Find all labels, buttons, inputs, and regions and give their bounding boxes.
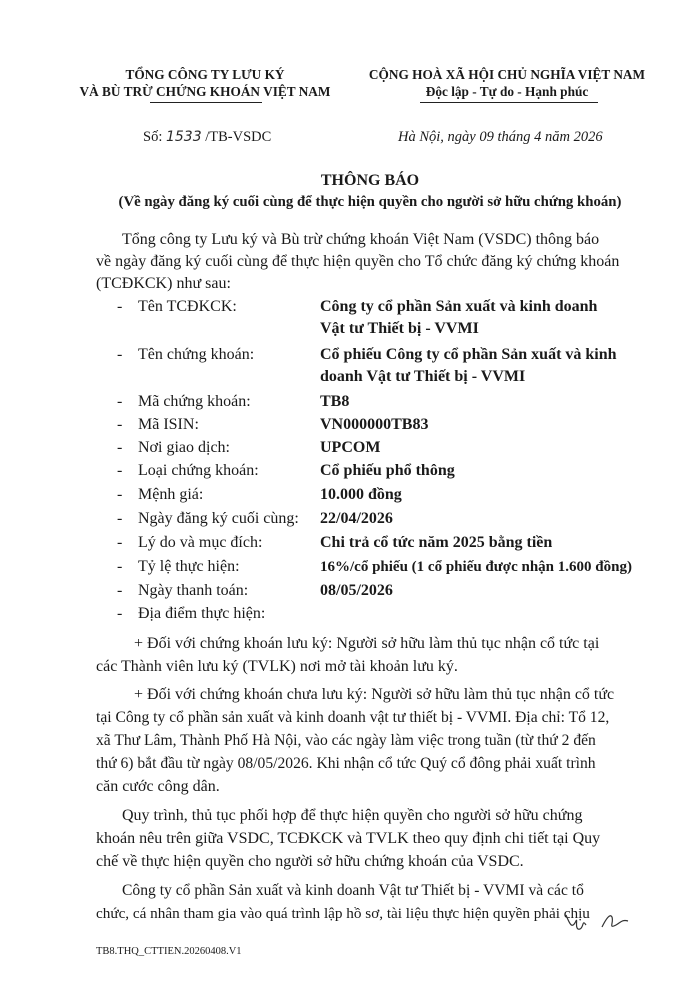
intro-line-1: Tổng công ty Lưu ký và Bù trừ chứng khoán Việt Nam (VSDC) thông báo	[122, 231, 600, 248]
issuer-name-line1: TỔNG CÔNG TY LƯU KÝ	[125, 67, 285, 82]
field-value: UPCOM	[320, 439, 381, 456]
ref-prefix: Số:	[143, 129, 163, 145]
reference-number	[143, 129, 271, 146]
issuer-header	[40, 66, 370, 100]
document-code: TB8.THQ_CTTIEN.20260408.V1	[96, 946, 242, 957]
body-p2-line: + Đối với chứng khoán chưa lưu ký: Người sở hữu làm thủ tục nhận cổ tức	[134, 686, 615, 703]
field-label: Ngày đăng ký cuối cùng:	[138, 510, 299, 527]
field-bullet: -	[117, 439, 123, 456]
field-bullet: -	[117, 346, 123, 363]
body-p3-line: Quy trình, thủ tục phối hợp để thực hiện quyền cho người sở hữu chứng	[122, 807, 583, 824]
body-p3-line: khoán nêu trên giữa VSDC, TCĐKCK và TVLK theo quy định chi tiết tại Quy	[96, 830, 601, 847]
document-date: Hà Nội, ngày 09 tháng 4 năm 2026	[398, 129, 603, 145]
field-bullet: -	[117, 298, 123, 315]
field-bullet: -	[117, 582, 123, 599]
field-label: Mã chứng khoán:	[138, 393, 251, 410]
ref-handwritten-number: 1533	[165, 129, 202, 145]
field-value: doanh Vật tư Thiết bị - VVMI	[320, 368, 526, 385]
field-bullet: -	[117, 558, 123, 575]
field-bullet: -	[117, 534, 123, 551]
field-label: Loại chứng khoán:	[138, 462, 259, 479]
field-value: 16%/cổ phiếu (1 cổ phiếu được nhận 1.600 đồng)	[320, 559, 632, 575]
field-label: Tên TCĐKCK:	[138, 298, 237, 315]
national-motto: Độc lập - Tự do - Hạnh phúc	[425, 84, 589, 99]
field-bullet: -	[117, 416, 123, 433]
body-p2-line: tại Công ty cổ phần sản xuất và kinh doanh vật tư thiết bị - VVMI. Địa chỉ: Tổ 12,	[96, 709, 610, 726]
body-p2-line: xã Thư Lâm, Thành Phố Hà Nội, vào các ngày làm việc trong tuần (từ thứ 2 đến	[96, 732, 596, 749]
field-label: Ngày thanh toán:	[138, 582, 249, 599]
field-label: Lý do và mục đích:	[138, 534, 263, 551]
body-p4-line: chức, cá nhân tham gia vào quá trình lập hồ sơ, tài liệu thực hiện quyền phải chịu	[96, 905, 590, 922]
field-label: Tỷ lệ thực hiện:	[138, 558, 240, 575]
field-label: Nơi giao dịch:	[138, 439, 230, 456]
body-p1-line: + Đối với chứng khoán lưu ký: Người sở hữu làm thủ tục nhận cổ tức tại	[134, 635, 600, 652]
document-title: THÔNG BÁO	[320, 172, 420, 189]
field-bullet: -	[117, 462, 123, 479]
body-p3-line: chế về thực hiện quyền cho người sở hữu chứng khoán của VSDC.	[96, 853, 524, 870]
body-p1-line: các Thành viên lưu ký (TVLK) nơi mở tài khoản lưu ký.	[96, 658, 458, 675]
initials-signature	[562, 905, 642, 937]
body-p2-line: căn cước công dân.	[96, 778, 220, 795]
field-label: Mệnh giá:	[138, 486, 204, 503]
body-p2-line: thứ 6) bắt đầu từ ngày 08/05/2026. Khi nhận cổ tức Quý cổ đông phải xuất trình	[96, 755, 596, 772]
motto-underline	[420, 102, 598, 103]
field-value: 08/05/2026	[320, 582, 393, 599]
field-label: Mã ISIN:	[138, 416, 199, 433]
field-value: TB8	[320, 393, 350, 410]
document-subtitle: (Về ngày đăng ký cuối cùng để thực hiện quyền cho người sở hữu chứng khoán)	[118, 194, 622, 210]
issuer-name-line2: VÀ BÙ TRỪ CHỨNG KHOÁN VIỆT NAM	[79, 84, 331, 99]
field-value: Cổ phiếu phổ thông	[320, 462, 455, 479]
field-bullet: -	[117, 510, 123, 527]
issuer-underline	[150, 102, 262, 103]
field-value: Vật tư Thiết bị - VVMI	[320, 320, 479, 337]
national-header	[352, 66, 662, 100]
field-value: VN000000TB83	[320, 416, 429, 433]
field-value: Công ty cổ phần Sản xuất và kinh doanh	[320, 298, 598, 315]
field-bullet: -	[117, 393, 123, 410]
field-value: 10.000 đồng	[320, 486, 402, 503]
field-bullet: -	[117, 605, 123, 622]
intro-line-3: (TCĐKCK) như sau:	[96, 275, 231, 292]
field-value: 22/04/2026	[320, 510, 393, 527]
field-value: Cổ phiếu Công ty cổ phần Sản xuất và kinh	[320, 346, 617, 363]
body-p4-line: Công ty cổ phần Sản xuất và kinh doanh Vật tư Thiết bị - VVMI và các tổ	[122, 882, 584, 899]
field-label: Tên chứng khoán:	[138, 346, 255, 363]
field-label: Địa điểm thực hiện:	[138, 605, 266, 622]
national-title: CỘNG HOÀ XÃ HỘI CHỦ NGHĨA VIỆT NAM	[368, 67, 646, 82]
field-value: Chi trả cổ tức năm 2025 bằng tiền	[320, 534, 553, 551]
field-bullet: -	[117, 486, 123, 503]
intro-line-2: về ngày đăng ký cuối cùng để thực hiện quyền cho Tổ chức đăng ký chứng khoán	[96, 253, 620, 270]
ref-suffix: /TB-VSDC	[205, 129, 272, 145]
